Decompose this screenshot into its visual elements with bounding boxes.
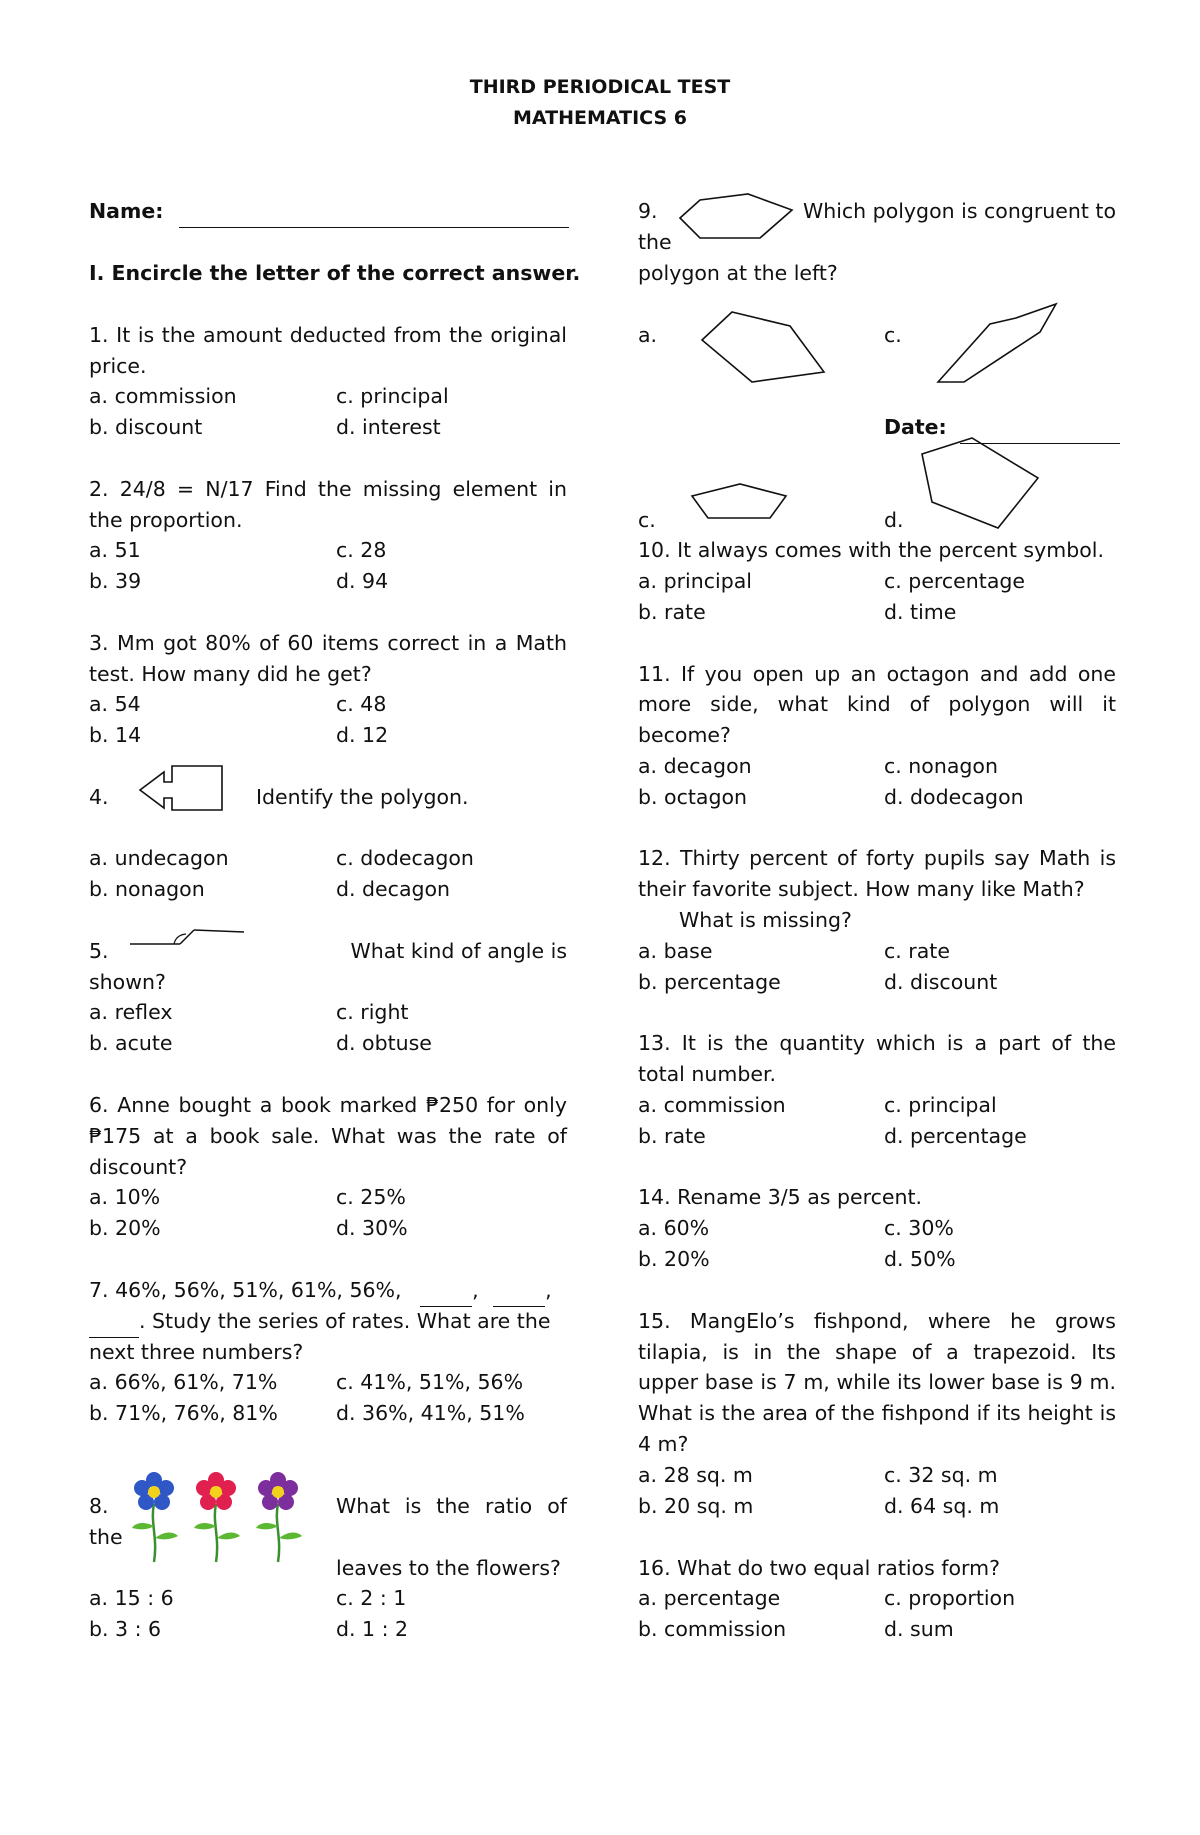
option-c[interactable]: c. 48 bbox=[336, 692, 387, 716]
option-d[interactable]: d. decagon bbox=[336, 877, 451, 901]
option-d[interactable]: d. bbox=[884, 508, 904, 532]
option-b[interactable]: b. 20% bbox=[89, 1216, 161, 1240]
question-text: price. bbox=[89, 354, 147, 378]
question-text: the bbox=[638, 230, 672, 254]
question-text: total number. bbox=[638, 1062, 777, 1086]
rate-series: 7. 46%, 56%, 51%, 61%, 56%, bbox=[89, 1278, 402, 1302]
option-b[interactable]: b. discount bbox=[89, 415, 203, 439]
question-text: 15. MangElo’s fishpond, where he grows bbox=[638, 1309, 1116, 1333]
option-a[interactable]: a. base bbox=[638, 939, 713, 963]
option-b[interactable]: b. commission bbox=[638, 1617, 787, 1641]
question-text: the bbox=[89, 1525, 123, 1549]
name-label: Name: bbox=[89, 199, 164, 223]
answer-blank bbox=[420, 1275, 472, 1307]
option-b[interactable]: b. 39 bbox=[89, 569, 142, 593]
option-a[interactable]: a. 15 : 6 bbox=[89, 1586, 174, 1610]
question-text: more side, what kind of polygon will it bbox=[638, 692, 1116, 716]
option-d[interactable]: d. sum bbox=[884, 1617, 954, 1641]
option-a[interactable]: a. principal bbox=[638, 569, 752, 593]
option-c[interactable]: c. right bbox=[336, 1000, 409, 1024]
option-b[interactable]: b. rate bbox=[638, 600, 706, 624]
option-c[interactable]: c. principal bbox=[336, 384, 449, 408]
option-c[interactable]: c. 25% bbox=[336, 1185, 406, 1209]
instruction-text: I. Encircle the letter of the correct answer. bbox=[89, 261, 581, 285]
question-text: upper base is 7 m, while its lower base is 9 m. bbox=[638, 1370, 1116, 1394]
option-b[interactable]: b. percentage bbox=[638, 970, 781, 994]
question-text: shown? bbox=[89, 970, 166, 994]
option-a[interactable]: a. undecagon bbox=[89, 846, 229, 870]
question-text: leaves to the flowers? bbox=[336, 1556, 561, 1580]
date-label: Date: bbox=[884, 415, 947, 439]
question-text: What is missing? bbox=[679, 908, 852, 932]
question-text: What is the area of the fishpond if its height is bbox=[638, 1401, 1116, 1425]
question-text: 6. Anne bought a book marked ₱250 for only bbox=[89, 1093, 567, 1117]
flower-purple-icon bbox=[256, 1472, 302, 1562]
question-text: 1. It is the amount deducted from the original bbox=[89, 323, 567, 347]
option-d[interactable]: d. percentage bbox=[884, 1124, 1027, 1148]
option-a[interactable]: a. commission bbox=[638, 1093, 786, 1117]
option-a[interactable]: a. commission bbox=[89, 384, 237, 408]
option-d[interactable]: d. 12 bbox=[336, 723, 389, 747]
option-d[interactable]: d. dodecagon bbox=[884, 785, 1024, 809]
question-text: 4 m? bbox=[638, 1432, 689, 1456]
option-d[interactable]: d. obtuse bbox=[336, 1031, 432, 1055]
test-title: THIRD PERIODICAL TEST bbox=[469, 76, 731, 98]
option-c[interactable]: c. bbox=[638, 508, 656, 532]
question-text: test. How many did he get? bbox=[89, 662, 372, 686]
question-text: 2. 24/8 = N/17 Find the missing element in bbox=[89, 477, 567, 501]
option-c[interactable]: c. 30% bbox=[884, 1216, 954, 1240]
question-text: discount? bbox=[89, 1155, 188, 1179]
option-c[interactable]: c. proportion bbox=[884, 1586, 1016, 1610]
option-b[interactable]: b. 3 : 6 bbox=[89, 1617, 162, 1641]
option-b[interactable]: b. nonagon bbox=[89, 877, 205, 901]
option-c[interactable]: c. 2 : 1 bbox=[336, 1586, 407, 1610]
question-text-continued: . Study the series of rates. What are the bbox=[139, 1309, 551, 1333]
question-text: Which polygon is congruent to bbox=[802, 199, 1116, 223]
option-b[interactable]: b. rate bbox=[638, 1124, 706, 1148]
option-d[interactable]: d. 50% bbox=[884, 1247, 956, 1271]
option-d[interactable]: d. interest bbox=[336, 415, 441, 439]
option-d[interactable]: d. 64 sq. m bbox=[884, 1494, 1000, 1518]
pentagon-option-c2-figure bbox=[690, 482, 788, 522]
question-text: next three numbers? bbox=[89, 1340, 304, 1364]
option-a[interactable]: a. reflex bbox=[89, 1000, 173, 1024]
question-text: What is the ratio of bbox=[336, 1494, 567, 1518]
option-c[interactable]: c. rate bbox=[884, 939, 950, 963]
option-a[interactable]: a. 66%, 61%, 71% bbox=[89, 1370, 278, 1394]
test-subject: MATHEMATICS 6 bbox=[513, 107, 687, 129]
question-number: 9. bbox=[638, 199, 658, 223]
question-number: 8. bbox=[89, 1494, 109, 1518]
question-text: 3. Mm got 80% of 60 items correct in a Math bbox=[89, 631, 567, 655]
question-text: 7. 46%, 56%, 51%, 61%, 56%, , , bbox=[89, 1275, 552, 1307]
question-text: 10. It always comes with the percent symbol. bbox=[638, 538, 1104, 562]
pentagon-option-c-figure bbox=[936, 302, 1058, 384]
option-c[interactable]: c. nonagon bbox=[884, 754, 998, 778]
flower-pink-icon bbox=[194, 1472, 240, 1562]
option-d[interactable]: d. discount bbox=[884, 970, 998, 994]
question-text: their favorite subject. How many like Math? bbox=[638, 877, 1085, 901]
option-d[interactable]: d. time bbox=[884, 600, 957, 624]
question-text: 12. Thirty percent of forty pupils say Math is bbox=[638, 846, 1116, 870]
question-text: become? bbox=[638, 723, 731, 747]
answer-blank bbox=[89, 1306, 139, 1338]
question-text: What kind of angle is bbox=[350, 939, 567, 963]
question-text: polygon at the left? bbox=[638, 261, 838, 285]
option-d[interactable]: d. 1 : 2 bbox=[336, 1617, 409, 1641]
option-c[interactable]: c. principal bbox=[884, 1093, 997, 1117]
option-a[interactable]: a. 10% bbox=[89, 1185, 161, 1209]
question-text: 14. Rename 3/5 as percent. bbox=[638, 1185, 923, 1209]
option-a[interactable]: a. percentage bbox=[638, 1586, 781, 1610]
option-c[interactable]: c. percentage bbox=[884, 569, 1026, 593]
option-d[interactable]: d. 94 bbox=[336, 569, 389, 593]
answer-blank bbox=[493, 1275, 545, 1307]
flower-blue-icon bbox=[132, 1472, 178, 1562]
name-blank[interactable] bbox=[179, 196, 569, 228]
pentagon-option-a-figure bbox=[700, 310, 826, 386]
obtuse-angle-figure bbox=[128, 920, 246, 948]
pentagon-option-d-figure bbox=[920, 436, 1040, 530]
question-text: Identify the polygon. bbox=[256, 785, 469, 809]
question-text: 11. If you open up an octagon and add one bbox=[638, 662, 1116, 686]
option-c[interactable]: c. dodecagon bbox=[336, 846, 474, 870]
name-field[interactable] bbox=[89, 196, 567, 228]
option-a[interactable]: a. bbox=[638, 323, 658, 347]
question-text: 16. What do two equal ratios form? bbox=[638, 1556, 1000, 1580]
option-c[interactable]: c. bbox=[884, 323, 902, 347]
question-number: 4. bbox=[89, 785, 109, 809]
question-text: tilapia, is in the shape of a trapezoid. Its bbox=[638, 1340, 1116, 1364]
option-b[interactable]: b. 71%, 76%, 81% bbox=[89, 1401, 278, 1425]
option-b[interactable]: b. octagon bbox=[638, 785, 748, 809]
option-b[interactable]: b. 20% bbox=[638, 1247, 710, 1271]
option-b[interactable]: b. acute bbox=[89, 1031, 173, 1055]
option-b[interactable]: b. 20 sq. m bbox=[638, 1494, 754, 1518]
question-number: 5. bbox=[89, 939, 109, 963]
arrow-polygon-figure bbox=[138, 764, 224, 812]
option-d[interactable]: d. 30% bbox=[336, 1216, 408, 1240]
question-text: ₱175 at a book sale. What was the rate of bbox=[89, 1124, 567, 1148]
option-c[interactable]: c. 32 sq. m bbox=[884, 1463, 998, 1487]
question-text: the proportion. bbox=[89, 508, 243, 532]
option-a[interactable]: a. 28 sq. m bbox=[638, 1463, 753, 1487]
question-text bbox=[89, 1306, 567, 1338]
option-c[interactable]: c. 28 bbox=[336, 538, 387, 562]
flowers-figure bbox=[128, 1472, 308, 1564]
option-b[interactable]: b. 14 bbox=[89, 723, 142, 747]
option-d[interactable]: d. 36%, 41%, 51% bbox=[336, 1401, 525, 1425]
option-a[interactable]: a. 51 bbox=[89, 538, 141, 562]
option-a[interactable]: a. 54 bbox=[89, 692, 141, 716]
question-text: 13. It is the quantity which is a part of the bbox=[638, 1031, 1116, 1055]
option-c[interactable]: c. 41%, 51%, 56% bbox=[336, 1370, 524, 1394]
option-a[interactable]: a. 60% bbox=[638, 1216, 710, 1240]
option-a[interactable]: a. decagon bbox=[638, 754, 752, 778]
